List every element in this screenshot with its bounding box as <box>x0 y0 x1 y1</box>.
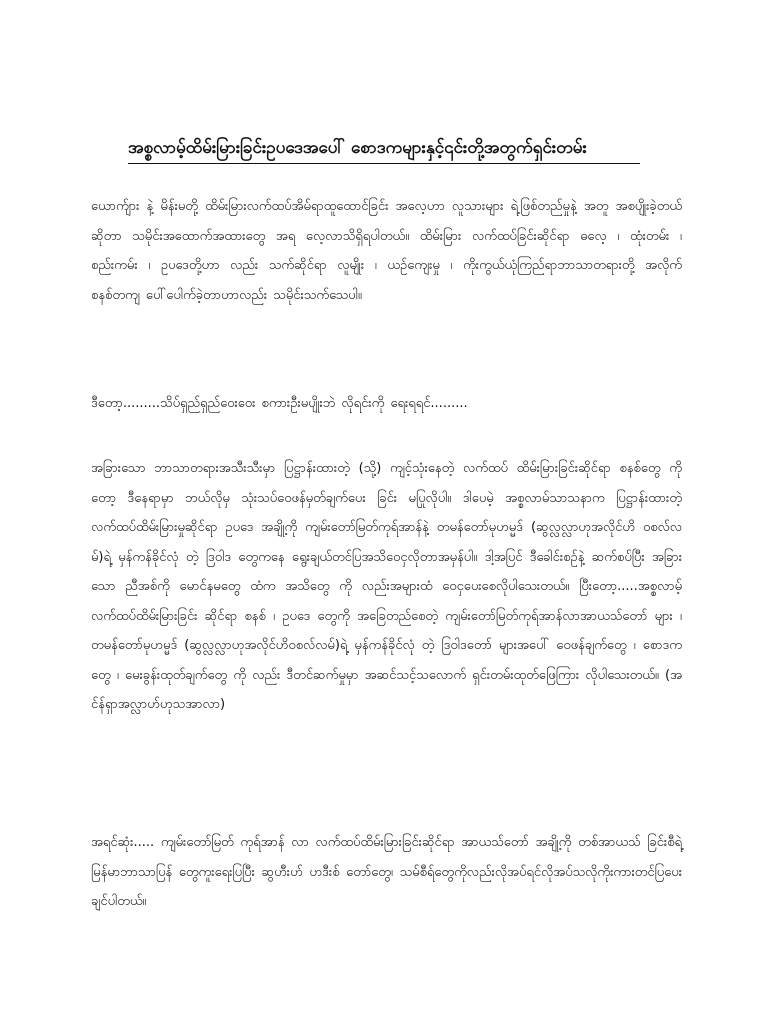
paragraph-purpose: အခြားသော ဘာသာတရားအသီးသီးမှာ ပြဋ္ဌာန်းထားတဲ့ (သို့) ကျင့်သုံးနေတဲ့ လက်ထပ် ထိမ်းမြားခြင်းဆိုင်ရာ စနစ်တွေ ကို တော့ ဒီနေရာမှာ ဘယ်လိုမှ သုံးသပ်ဝေဖန်မှတ်ချက်ပေး ခြင်း မပြုလိုပါ။ ဒါပေမဲ့ အစ္စလာမ်သာသနာက ပြဋ္ဌာန်းထားတဲ့ လက်ထပ်ထိမ်းမြားမှုဆိုင်ရာ ဥပဒေ အချို့ကို ကျမ်းတော်မြတ်ကုရ်အာန်နဲ့ တမန်တော်မုဟမ္မဒ် (ဆွလ္လလ္လာဟုအလိုင်ဟိ ဝစလ်လမ်)ရဲ့ မှန်ကန်ခိုင်လုံ တဲ့ ဒြဝါဒ တွေကနေ ရွေးချယ်တင်ပြအသိဝေငှလိုတာအမှန်ပါ။ ဒါ့အပြင် ဒီခေါင်းစဉ်နဲ့ ဆက်စပ်ပြီး အခြားသော ညီအစ်ကို မောင်နမတွေ ထံက အသိတွေ ကို လည်းအများထံ ဝေငှပေးစေလိုပါသေးတယ်။ ပြီးတော့.....အစ္စလာမ့် လက်ထပ်ထိမ်းမြားခြင်း ဆိုင်ရာ စနစ် ၊ ဥပဒေ တွေကို အခြေတည်စေတဲ့ ကျမ်းတော်မြတ်ကုရ်အာန်လာအာယသ်တော် များ ၊ တမန်တော်မုဟမ္မဒ် (ဆွလ္လလ္လာဟုအလိုင်ဟိဝစလ်လမ်)ရဲ့ မှန်ကန်ခိုင်လုံ တဲ့ ဒြဝါဒတော် များအပေါ် ဝေဖန်ချက်တွေ ၊ စောဒက တွေ ၊ မေးခွန်းထုတ်ချက်တွေ ကို လည်း ဒီတင်ဆက်မှုမှာ အဆင်သင့်သလောက် ရှင်းတမ်းထုတ်ဖြေကြား လိုပါသေးတယ်။ (အင်န်ရှာအလ္လာဟ်ဟုသအာလာ) <box>91 461 682 712</box>
paragraph-transition: ဒီတော့.........သိပ်ရှည်ရှည်ဝေးဝေး စကားဦးမပျိုးဘဲ လိုရင်းကို ရေးရရင်......... <box>91 396 468 411</box>
document-title: အစ္စလာမ့်ထိမ်းမြားခြင်းဥပဒေအပေါ် စောဒကများနှင့်၎င်းတို့အတွက်ရှင်းတမ်း <box>128 134 640 164</box>
paragraph-first: အရင်ဆုံး..... ကျမ်းတော်မြတ် ကုရ်အာန် လာ လက်ထပ်ထိမ်းမြားခြင်းဆိုင်ရာ အာယသ်တော် အချို့ကို တစ်အာယသ် ခြင်းစီရဲ့ မြန်မာဘာသာပြန် တွေကူးရေးပြပြီး ဆွဟီးဟ် ဟဒီးစ် တော်တွေ၊ သမ်စီရ်တွေကိုလည်းလိုအပ်ရင်လိုအပ်သလိုကိုးကားတင်ပြပေးချင်ပါတယ်။ <box>91 835 682 909</box>
paragraph-intro: ယောက်ျား နဲ့ မိန်းမတို့ ထိမ်းမြားလက်ထပ်အိမ်ရာထူထောင်ခြင်း အလေ့ဟာ လူသားများ ရဲ့ဖြစ်တည်မှုနဲ့ အတူ အစပျိုးခဲ့တယ်ဆိုတာ သမိုင်းအထောက်အထားတွေ အရ လေ့လာသိရှိရပါတယ်။ ထိမ်းမြား လက်ထပ်ခြင်းဆိုင်ရာ ဓလေ့ ၊ ထုံးတမ်း ၊ စည်းကမ်း ၊ ဥပဒေတို့ဟာ လည်း သက်ဆိုင်ရာ လူမျိုး ၊ ယဉ်ကျေးမှု ၊ ကိုးကွယ်ယုံကြည်ရာဘာသာတရားတို့ အလိုက် စနစ်တကျ ပေါ်ပေါက်ခဲ့တာဟာလည်း သမိုင်းသက်သေပါ။ <box>91 199 682 303</box>
